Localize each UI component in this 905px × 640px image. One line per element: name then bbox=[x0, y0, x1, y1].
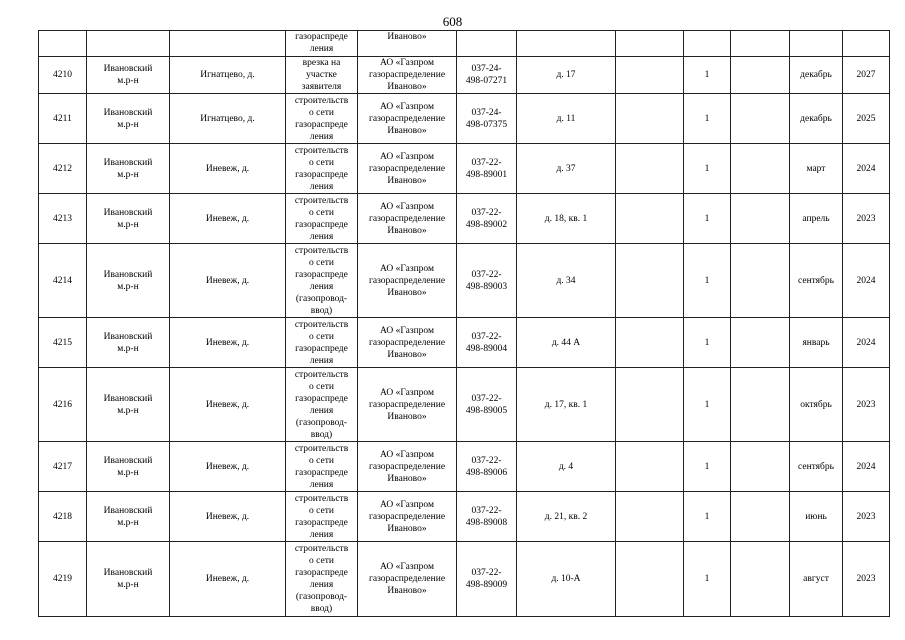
cell-locality: Иневеж, д. bbox=[170, 144, 286, 194]
cell-empty-2 bbox=[731, 368, 790, 442]
cell-district: Ивановский м.р-н bbox=[87, 94, 170, 144]
cell-work-type: строительств о сети газораспреде ления (газопровод- ввод) bbox=[286, 542, 358, 617]
cell-number: 4210 bbox=[39, 57, 87, 94]
cell-address: д. 17 bbox=[517, 57, 616, 94]
cell-company: АО «Газпром газораспределение Иваново» bbox=[358, 318, 457, 368]
cell-year: 2023 bbox=[843, 492, 890, 542]
cell-number: 4214 bbox=[39, 244, 87, 318]
table-row bbox=[39, 318, 890, 368]
cell-empty-2 bbox=[731, 194, 790, 244]
cell-empty-1 bbox=[616, 244, 684, 318]
cell-company: АО «Газпром газораспределение Иваново» bbox=[358, 194, 457, 244]
table-row bbox=[39, 542, 890, 617]
table-row bbox=[39, 368, 890, 442]
cell-number: 4216 bbox=[39, 368, 87, 442]
cell-district: Ивановский м.р-н bbox=[87, 144, 170, 194]
cell-work-type: газораспреде ления bbox=[286, 31, 358, 57]
cell-code: 037-22- 498-89004 bbox=[457, 318, 517, 368]
cell-empty-2 bbox=[731, 492, 790, 542]
cell-empty-2 bbox=[731, 318, 790, 368]
cell-company: АО «Газпром газораспределение Иваново» bbox=[358, 94, 457, 144]
cell-empty-1 bbox=[616, 144, 684, 194]
cell-work-type: врезка на участке заявителя bbox=[286, 57, 358, 94]
cell-quantity: 1 bbox=[684, 442, 731, 492]
cell-locality: Иневеж, д. bbox=[170, 194, 286, 244]
cell-year: 2023 bbox=[843, 368, 890, 442]
cell-code: 037-22- 498-89009 bbox=[457, 542, 517, 617]
cell-company: АО «Газпром газораспределение Иваново» bbox=[358, 442, 457, 492]
cell-district: Ивановский м.р-н bbox=[87, 492, 170, 542]
cell-work-type: строительств о сети газораспреде ления bbox=[286, 144, 358, 194]
cell-address: д. 10-А bbox=[517, 542, 616, 617]
cell-year: 2024 bbox=[843, 244, 890, 318]
cell-address: д. 44 А bbox=[517, 318, 616, 368]
cell-district: Ивановский м.р-н bbox=[87, 244, 170, 318]
cell-number bbox=[39, 31, 87, 57]
cell-company: АО «Газпром газораспределение Иваново» bbox=[358, 244, 457, 318]
cell-number: 4215 bbox=[39, 318, 87, 368]
cell-quantity: 1 bbox=[684, 94, 731, 144]
cell-district: Ивановский м.р-н bbox=[87, 542, 170, 617]
cell-empty-1 bbox=[616, 318, 684, 368]
cell-empty-1 bbox=[616, 194, 684, 244]
cell-address: д. 17, кв. 1 bbox=[517, 368, 616, 442]
cell-company: АО «Газпром газораспределение Иваново» bbox=[358, 492, 457, 542]
cell-month: апрель bbox=[790, 194, 843, 244]
cell-work-type: строительств о сети газораспреде ления (газопровод- ввод) bbox=[286, 244, 358, 318]
cell-month: декабрь bbox=[790, 94, 843, 144]
cell-locality: Иневеж, д. bbox=[170, 318, 286, 368]
cell-empty-1 bbox=[616, 442, 684, 492]
cell-empty-1 bbox=[616, 368, 684, 442]
cell-quantity: 1 bbox=[684, 542, 731, 617]
cell-quantity: 1 bbox=[684, 57, 731, 94]
cell-empty-1 bbox=[616, 492, 684, 542]
cell-code: 037-22- 498-89001 bbox=[457, 144, 517, 194]
cell-code: 037-22- 498-89003 bbox=[457, 244, 517, 318]
cell-year: 2023 bbox=[843, 542, 890, 617]
cell-quantity: 1 bbox=[684, 368, 731, 442]
cell-month: январь bbox=[790, 318, 843, 368]
table-row bbox=[39, 492, 890, 542]
cell-quantity: 1 bbox=[684, 244, 731, 318]
table-row bbox=[39, 57, 890, 94]
table-row bbox=[39, 442, 890, 492]
cell-number: 4218 bbox=[39, 492, 87, 542]
cell-year: 2024 bbox=[843, 318, 890, 368]
cell-locality: Иневеж, д. bbox=[170, 244, 286, 318]
cell-number: 4213 bbox=[39, 194, 87, 244]
cell-quantity: 1 bbox=[684, 492, 731, 542]
cell-year: 2025 bbox=[843, 94, 890, 144]
cell-year: 2027 bbox=[843, 57, 890, 94]
cell-month: август bbox=[790, 542, 843, 617]
cell-code: 037-22- 498-89008 bbox=[457, 492, 517, 542]
cell-locality: Иневеж, д. bbox=[170, 368, 286, 442]
cell-year: 2024 bbox=[843, 442, 890, 492]
cell-month: сентябрь bbox=[790, 442, 843, 492]
cell-locality: Игнатцево, д. bbox=[170, 57, 286, 94]
cell-number: 4219 bbox=[39, 542, 87, 617]
cell-code: 037-22- 498-89002 bbox=[457, 194, 517, 244]
cell-address: д. 34 bbox=[517, 244, 616, 318]
cell-locality: Иневеж, д. bbox=[170, 442, 286, 492]
cell-locality: Иневеж, д. bbox=[170, 542, 286, 617]
cell-empty-2 bbox=[731, 94, 790, 144]
cell-month: декабрь bbox=[790, 57, 843, 94]
cell-empty-2 bbox=[731, 31, 790, 57]
cell-district bbox=[87, 31, 170, 57]
cell-number: 4217 bbox=[39, 442, 87, 492]
table-row bbox=[39, 244, 890, 318]
cell-month: сентябрь bbox=[790, 244, 843, 318]
cell-work-type: строительств о сети газораспреде ления bbox=[286, 94, 358, 144]
cell-number: 4212 bbox=[39, 144, 87, 194]
table-row bbox=[39, 194, 890, 244]
cell-work-type: строительств о сети газораспреде ления bbox=[286, 194, 358, 244]
cell-year: 2023 bbox=[843, 194, 890, 244]
cell-company: АО «Газпром газораспределение Иваново» bbox=[358, 57, 457, 94]
cell-quantity bbox=[684, 31, 731, 57]
cell-address bbox=[517, 31, 616, 57]
cell-empty-1 bbox=[616, 31, 684, 57]
table-row-continued bbox=[39, 31, 890, 57]
cell-month: октябрь bbox=[790, 368, 843, 442]
cell-empty-1 bbox=[616, 542, 684, 617]
cell-company: АО «Газпром газораспределение Иваново» bbox=[358, 542, 457, 617]
cell-locality: Игнатцево, д. bbox=[170, 94, 286, 144]
table-row bbox=[39, 94, 890, 144]
cell-empty-2 bbox=[731, 57, 790, 94]
cell-company: Иваново» bbox=[358, 31, 457, 57]
cell-address: д. 21, кв. 2 bbox=[517, 492, 616, 542]
cell-district: Ивановский м.р-н bbox=[87, 368, 170, 442]
cell-quantity: 1 bbox=[684, 144, 731, 194]
cell-locality: Иневеж, д. bbox=[170, 492, 286, 542]
cell-quantity: 1 bbox=[684, 318, 731, 368]
cell-work-type: строительств о сети газораспреде ления bbox=[286, 442, 358, 492]
table-row bbox=[39, 144, 890, 194]
cell-month: март bbox=[790, 144, 843, 194]
cell-locality bbox=[170, 31, 286, 57]
cell-empty-1 bbox=[616, 57, 684, 94]
cell-month: июнь bbox=[790, 492, 843, 542]
cell-address: д. 4 bbox=[517, 442, 616, 492]
cell-code: 037-24- 498-07271 bbox=[457, 57, 517, 94]
cell-district: Ивановский м.р-н bbox=[87, 194, 170, 244]
cell-work-type: строительств о сети газораспреде ления (газопровод- ввод) bbox=[286, 368, 358, 442]
cell-number: 4211 bbox=[39, 94, 87, 144]
cell-company: АО «Газпром газораспределение Иваново» bbox=[358, 144, 457, 194]
cell-company: АО «Газпром газораспределение Иваново» bbox=[358, 368, 457, 442]
cell-empty-1 bbox=[616, 94, 684, 144]
cell-district: Ивановский м.р-н bbox=[87, 442, 170, 492]
cell-empty-2 bbox=[731, 244, 790, 318]
cell-year bbox=[843, 31, 890, 57]
cell-empty-2 bbox=[731, 442, 790, 492]
page-number: 608 bbox=[442, 14, 463, 29]
cell-address: д. 37 bbox=[517, 144, 616, 194]
cell-code: 037-24- 498-07375 bbox=[457, 94, 517, 144]
cell-code bbox=[457, 31, 517, 57]
cell-work-type: строительств о сети газораспреде ления bbox=[286, 492, 358, 542]
cell-quantity: 1 bbox=[684, 194, 731, 244]
cell-district: Ивановский м.р-н bbox=[87, 57, 170, 94]
cell-address: д. 11 bbox=[517, 94, 616, 144]
cell-district: Ивановский м.р-н bbox=[87, 318, 170, 368]
cell-code: 037-22- 498-89005 bbox=[457, 368, 517, 442]
table-body bbox=[39, 31, 890, 617]
document-table bbox=[38, 30, 890, 617]
cell-empty-2 bbox=[731, 542, 790, 617]
cell-empty-2 bbox=[731, 144, 790, 194]
cell-work-type: строительств о сети газораспреде ления bbox=[286, 318, 358, 368]
cell-month bbox=[790, 31, 843, 57]
cell-address: д. 18, кв. 1 bbox=[517, 194, 616, 244]
cell-year: 2024 bbox=[843, 144, 890, 194]
cell-code: 037-22- 498-89006 bbox=[457, 442, 517, 492]
